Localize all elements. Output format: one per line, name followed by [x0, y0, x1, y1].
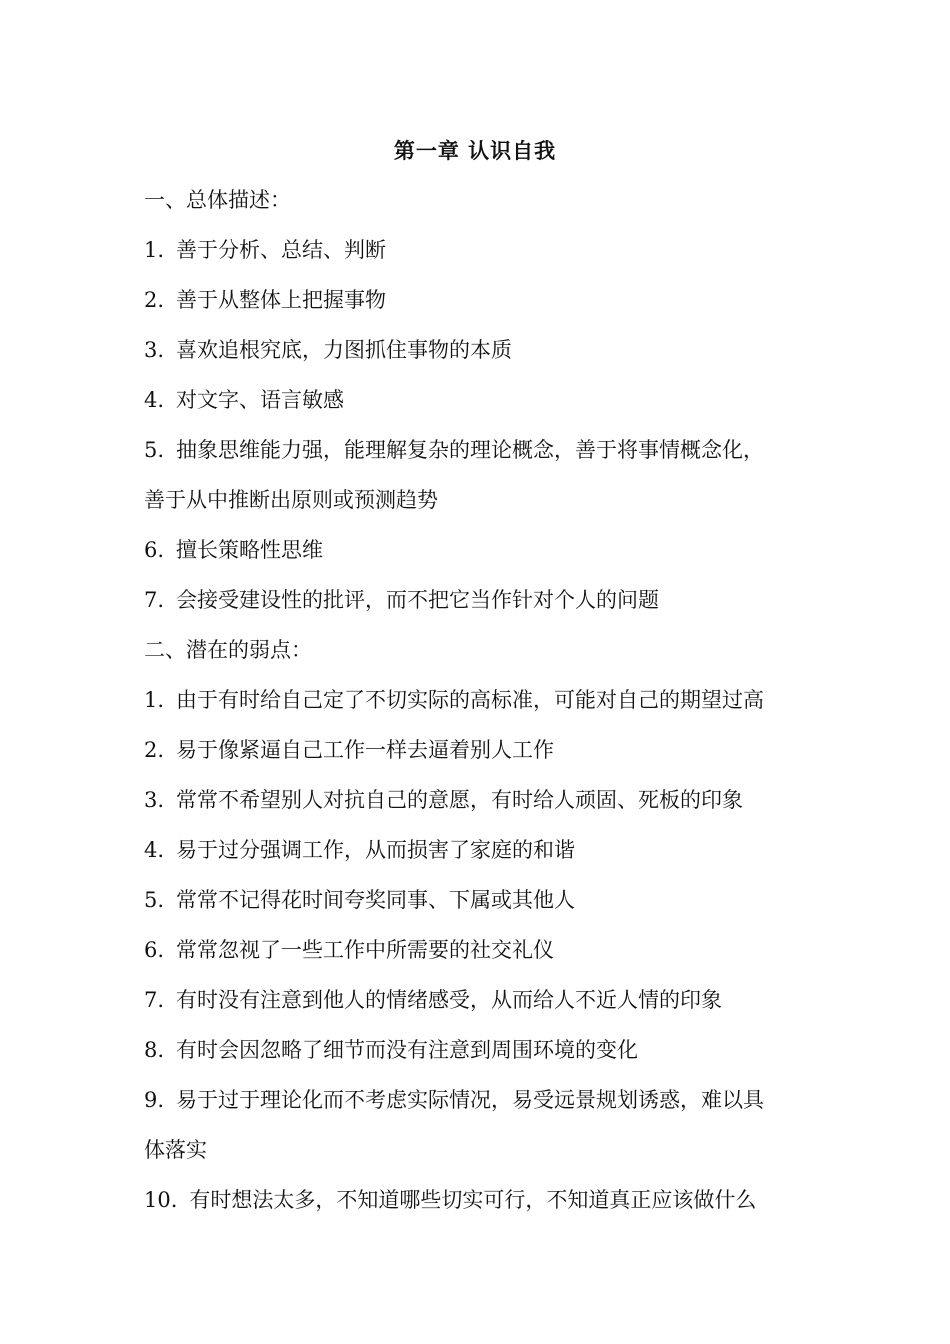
chapter-title: 第一章 认识自我: [393, 138, 557, 163]
item-text: 会接受建设性的批评，而不把它当作针对个人的问题: [176, 588, 660, 612]
item-number: 6.: [144, 938, 165, 962]
list-item: [144, 384, 814, 416]
list-item: [144, 1034, 814, 1066]
item-text: 喜欢追根究底，力图抓住事物的本质: [176, 338, 513, 362]
item-text: 由于有时给自己定了不切实际的高标准，可能对自己的期望过高: [176, 688, 765, 712]
list-item: [144, 734, 814, 766]
list-item: [144, 784, 814, 816]
list-item: [144, 334, 814, 366]
item-number: 6.: [144, 538, 165, 562]
list-item: [144, 434, 814, 466]
list-item: [144, 284, 814, 316]
list-item: [144, 534, 814, 566]
section-heading-weaknesses: 二、潜在的弱点：: [144, 638, 312, 662]
item-number: 2.: [144, 288, 165, 312]
document-body: [144, 184, 814, 1234]
item-text: 抽象思维能力强，能理解复杂的理论概念，善于将事情概念化，: [176, 438, 765, 462]
item-number: 9.: [144, 1088, 165, 1112]
item-number: 7.: [144, 588, 165, 612]
list-item: [144, 884, 814, 916]
item-number: 1.: [144, 688, 165, 712]
item-text: 易于过分强调工作，从而损害了家庭的和谐: [176, 838, 576, 862]
item-number: 5.: [144, 438, 165, 462]
item-number: 7.: [144, 988, 165, 1012]
list-item: [144, 1184, 814, 1216]
item-text: 有时没有注意到他人的情绪感受，从而给人不近人情的印象: [176, 988, 723, 1012]
list-item: [144, 1084, 814, 1116]
item-text: 易于过于理论化而不考虑实际情况，易受远景规划诱惑，难以具: [176, 1088, 765, 1112]
list-item: [144, 934, 814, 966]
item-text: 常常不记得花时间夸奖同事、下属或其他人: [176, 888, 576, 912]
item-text: 常常忽视了一些工作中所需要的社交礼仪: [176, 938, 555, 962]
item-number: 1.: [144, 238, 165, 262]
item-text: 善于分析、总结、判断: [176, 238, 387, 262]
item-text: 易于像紧逼自己工作一样去逼着别人工作: [176, 738, 555, 762]
item-number: 10.: [144, 1188, 178, 1212]
item-text: 有时会因忽略了细节而没有注意到周围环境的变化: [176, 1038, 639, 1062]
list-item: [144, 684, 814, 716]
list-item-continuation: 体落实: [144, 1138, 207, 1162]
item-number: 5.: [144, 888, 165, 912]
item-text: 善于从整体上把握事物: [176, 288, 387, 312]
item-number: 4.: [144, 838, 165, 862]
item-number: 8.: [144, 1038, 165, 1062]
item-number: 3.: [144, 788, 165, 812]
item-number: 2.: [144, 738, 165, 762]
item-number: 3.: [144, 338, 165, 362]
item-text: 对文字、语言敏感: [176, 388, 345, 412]
list-item: [144, 984, 814, 1016]
item-text: 有时想法太多，不知道哪些切实可行，不知道真正应该做什么: [189, 1188, 757, 1212]
list-item-continuation: 善于从中推断出原则或预测趋势: [144, 488, 438, 512]
item-text: 擅长策略性思维: [176, 538, 324, 562]
item-text: 常常不希望别人对抗自己的意愿，有时给人顽固、死板的印象: [176, 788, 744, 812]
item-number: 4.: [144, 388, 165, 412]
list-item: [144, 834, 814, 866]
list-item: [144, 234, 814, 266]
section-heading-overview: 一、总体描述：: [144, 188, 291, 212]
list-item: [144, 584, 814, 616]
